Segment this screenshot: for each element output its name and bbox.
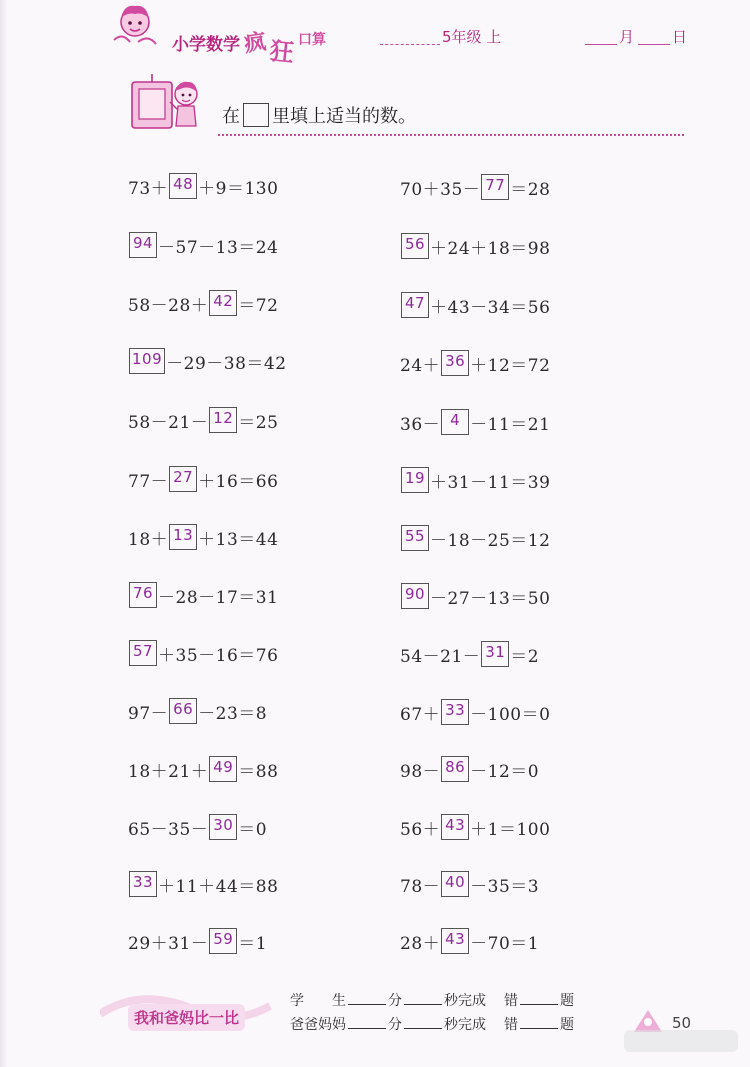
watermark-icon: [620, 1002, 742, 1062]
problem-suffix: ＝1: [238, 933, 268, 954]
problem-prefix: 28＋: [400, 933, 441, 954]
problem-right-13: [400, 869, 539, 899]
problem-prefix: 54－21－: [400, 646, 481, 667]
answer-box[interactable]: 13: [169, 524, 197, 550]
month-label: 月: [619, 28, 635, 46]
instruction-divider: [218, 134, 684, 136]
answer-box[interactable]: 30: [209, 814, 237, 840]
problem-suffix: ＝25: [238, 412, 279, 433]
grade-label: 5年级 上: [442, 28, 502, 46]
answer-box[interactable]: 76: [129, 582, 157, 608]
problem-left-7: [128, 522, 278, 552]
problem-suffix: ＋43－34＝56: [430, 297, 551, 318]
question-label: 题: [560, 1017, 574, 1033]
brand-word-3: 口算: [298, 32, 327, 48]
problem-suffix: －27－13＝50: [430, 588, 551, 609]
problem-prefix: 98－: [400, 761, 441, 782]
problem-suffix: ＋35－16＝76: [158, 645, 279, 666]
instruction-before: 在: [222, 106, 240, 127]
problem-suffix: ＋31－11＝39: [430, 472, 551, 493]
problem-suffix: ＝0: [238, 819, 268, 840]
problem-right-8: [400, 581, 550, 611]
page-edge: [0, 0, 8, 1067]
answer-box[interactable]: 36: [441, 350, 469, 376]
problem-left-13: [128, 869, 278, 899]
answer-box[interactable]: 40: [441, 871, 469, 897]
problem-suffix: －70＝1: [470, 933, 540, 954]
parents-seconds-blank[interactable]: [404, 1028, 442, 1029]
problem-suffix: －100＝0: [470, 704, 551, 725]
problem-left-1: [128, 171, 278, 201]
answer-box[interactable]: 33: [129, 871, 157, 897]
student-label: 学 生: [290, 993, 346, 1009]
problem-right-11: [400, 754, 539, 784]
kid-with-board-icon: [128, 72, 208, 134]
problem-prefix: 58－28＋: [128, 295, 209, 316]
problem-suffix: －35＝3: [470, 876, 540, 897]
problem-left-10: [128, 696, 267, 726]
problem-suffix: ＝72: [238, 295, 279, 316]
page-number: 50: [672, 1014, 692, 1032]
problem-suffix: －57－13＝24: [158, 237, 279, 258]
minute-label: 分: [388, 993, 402, 1009]
answer-box[interactable]: 31: [481, 641, 509, 667]
problem-right-3: [400, 290, 550, 320]
parents-wrong-blank[interactable]: [520, 1028, 558, 1029]
problem-right-6: [400, 465, 550, 495]
answer-box[interactable]: 12: [209, 407, 237, 433]
instruction-text: [222, 102, 416, 128]
problem-suffix: ＋13＝44: [198, 529, 279, 550]
problem-prefix: 73＋: [128, 178, 169, 199]
student-seconds-blank[interactable]: [404, 1004, 442, 1005]
day-blank[interactable]: [638, 44, 670, 45]
brand-word-1: 疯: [242, 29, 268, 58]
footer-title: 我和爸妈比一比: [128, 1004, 245, 1031]
month-blank[interactable]: [585, 44, 617, 45]
problem-prefix: 77－: [128, 471, 169, 492]
problem-suffix: －28－17＝31: [158, 587, 279, 608]
answer-box[interactable]: 66: [169, 698, 197, 724]
problem-left-12: [128, 812, 267, 842]
minute-label: 分: [388, 1017, 402, 1033]
problem-right-14: [400, 926, 539, 956]
answer-box[interactable]: 49: [209, 756, 237, 782]
instruction-box-icon: [243, 103, 269, 127]
problem-right-2: [400, 231, 550, 261]
page-header: [0, 0, 750, 70]
answer-box[interactable]: 77: [481, 174, 509, 200]
problem-right-5: [400, 407, 550, 437]
problem-suffix: ＋11＋44＝88: [158, 876, 279, 897]
day-label: 日: [672, 28, 688, 46]
answer-box[interactable]: 90: [401, 583, 429, 609]
instruction-after: 里填上适当的数。: [272, 106, 416, 127]
answer-box[interactable]: 109: [129, 348, 165, 374]
second-label: 秒完成: [444, 1017, 486, 1033]
answer-box[interactable]: 86: [441, 756, 469, 782]
problem-right-12: [400, 812, 550, 842]
answer-box[interactable]: 94: [129, 232, 157, 258]
problem-suffix: ＝28: [510, 179, 551, 200]
answer-box[interactable]: 43: [441, 928, 469, 954]
header-divider: [380, 44, 440, 45]
problem-prefix: 18＋21＋: [128, 761, 209, 782]
problem-prefix: 29＋31－: [128, 933, 209, 954]
answer-box[interactable]: 19: [401, 467, 429, 493]
answer-box[interactable]: 42: [209, 290, 237, 316]
question-label: 题: [560, 993, 574, 1009]
problem-left-5: [128, 405, 278, 435]
wrong-label: 错: [504, 1017, 518, 1033]
brand-word-2: 狂: [268, 36, 296, 68]
problem-right-1: [400, 172, 550, 202]
problem-suffix: －23＝8: [198, 703, 268, 724]
problem-prefix: 58－21－: [128, 412, 209, 433]
answer-box[interactable]: 4: [441, 409, 469, 435]
parents-label: 爸爸妈妈: [290, 1017, 346, 1033]
problem-suffix: －12＝0: [470, 761, 540, 782]
problem-prefix: 24＋: [400, 355, 441, 376]
second-label: 秒完成: [444, 993, 486, 1009]
problem-left-9: [128, 638, 278, 668]
problem-left-11: [128, 754, 278, 784]
student-minutes-blank[interactable]: [348, 1004, 386, 1005]
answer-box[interactable]: 33: [441, 699, 469, 725]
problem-left-14: [128, 926, 267, 956]
problem-prefix: 65－35－: [128, 819, 209, 840]
problem-suffix: －11＝21: [470, 414, 551, 435]
problem-left-3: [128, 288, 278, 318]
problem-suffix: ＝2: [510, 646, 540, 667]
problem-suffix: ＋9＝130: [198, 178, 279, 199]
answer-box[interactable]: 27: [169, 466, 197, 492]
answer-box[interactable]: 43: [441, 814, 469, 840]
answer-box[interactable]: 56: [401, 233, 429, 259]
footer-row-parents: [290, 1014, 574, 1034]
problem-suffix: －29－38＝42: [166, 353, 287, 374]
problem-prefix: 70＋35－: [400, 179, 481, 200]
problem-suffix: ＋16＝66: [198, 471, 279, 492]
answer-box[interactable]: 57: [129, 640, 157, 666]
problem-right-9: [400, 639, 539, 669]
problem-prefix: 97－: [128, 703, 169, 724]
problem-suffix: ＋1＝100: [470, 819, 551, 840]
problem-left-2: [128, 230, 278, 260]
answer-box[interactable]: 55: [401, 525, 429, 551]
brand-subject: 小学数学: [172, 35, 240, 55]
student-wrong-blank[interactable]: [520, 1004, 558, 1005]
footer-row-student: [290, 990, 574, 1010]
problem-prefix: 18＋: [128, 529, 169, 550]
girl-mascot-icon: [112, 2, 158, 48]
problem-right-7: [400, 523, 550, 553]
problem-right-10: [400, 697, 550, 727]
problem-left-4: [128, 346, 287, 376]
brand-title: [172, 22, 327, 68]
problem-suffix: ＋12＝72: [470, 355, 551, 376]
problem-prefix: 78－: [400, 876, 441, 897]
answer-box[interactable]: 47: [401, 292, 429, 318]
parents-minutes-blank[interactable]: [348, 1028, 386, 1029]
problem-right-4: [400, 348, 550, 378]
problem-suffix: ＋24＋18＝98: [430, 238, 551, 259]
answer-box[interactable]: 48: [169, 173, 197, 199]
problem-prefix: 56＋: [400, 819, 441, 840]
problem-left-6: [128, 464, 278, 494]
wrong-label: 错: [504, 993, 518, 1009]
problem-suffix: －18－25＝12: [430, 530, 551, 551]
problem-left-8: [128, 580, 278, 610]
problem-suffix: ＝88: [238, 761, 279, 782]
problem-prefix: 36－: [400, 414, 441, 435]
problem-prefix: 67＋: [400, 704, 441, 725]
answer-box[interactable]: 59: [209, 928, 237, 954]
